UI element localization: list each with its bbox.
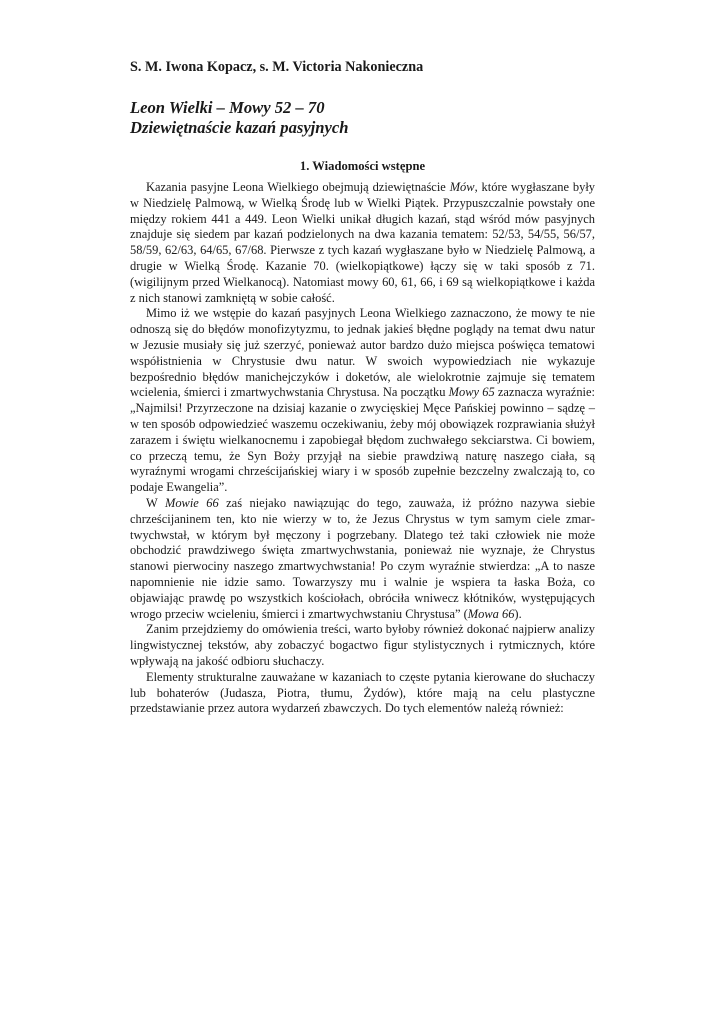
section-heading: 1. Wiadomości wstępne (299, 159, 426, 173)
italic-reference: Mowie 66 (164, 495, 219, 510)
paragraph-text: , które wygłaszane były w Niedzielę Palmową, w Wielką Środę lub w Wielki Piątek. Przypuszczalnie powstały one między rokiem 441 a 449. Leon Wielki unikał długich kazań, stąd wśród mów pasyjnych znajduje się siedem par kazań podzielonych na dwa kazania tematem: 52/53, 54/55, 56/57, 58/59, 62/63, 64/65, 67/68. Pierwsze z tych kazań wygłaszane było w Niedzielę Palmową, a drugie w Wielką Środę. Kazanie 70. (wielkopiątkowe) łączy się w taki sposób z 71. (wigilijnym przed Wielkanocą). Natomiast mowy 60, 61, 66, i 69 są wielkopiątkowe i każda z nich stanowi zamkniętą w sobie całość. (130, 180, 596, 305)
paragraph-text: Mimo iż we wstępie do kazań pasyjnych Leona Wielkiego zaznaczono, że mowy te nie odnoszą się do błędów monofizytyzmu, to jednak jakieś błędne poglądy na temat dwu natur w Jezusie musiały się już szerzyć, ponieważ autor bardzo dużo miejsca poświęca tematowi współistnienia w Chrystusie dwu natur. W swoich wypowiedziach nie wykazuje bezpośrednio błędów manichejczyków i doketów, ale wielokrotnie zajmuje się tematem wcielenia, śmierci i zmartwychwstania Chrystusa. Na początku (130, 306, 595, 400)
italic-reference: Mowy 65 (448, 385, 495, 400)
paragraph-3 (130, 496, 595, 622)
paragraph-text: zaznacza wyraźnie: „Najmilsi! Przyrzeczone na dzisiaj kazanie o zwycięskiej Męce Pańskiej powinno – sądzę – w ten sposób odpowiedzieć waszemu oczekiwaniu, żeby mój obowiązek rozprawiania służył zarazem i świętu wielkanocnemu i zapobiegał błędom zuchwałego sekciarstwa. Ci bowiem, co przeczą temu, że Syn Boży przyjął na siebie prawdziwą naturę naszego ciała, są wyraźnymi wrogami chrześcijańskiej wiary i w sposób zupełnie bezczelny zwalczają to, co podaje Ewangelia”. (130, 385, 595, 495)
paragraph-text: ). (514, 606, 522, 621)
paragraph-text: Kazania pasyjne Leona Wielkiego obejmują dziewiętnaście (146, 180, 450, 194)
title-line-1: Leon Wielki – Mowy 52 – 70 (130, 98, 325, 117)
paragraph-2 (130, 306, 595, 496)
body-text (130, 180, 595, 717)
italic-reference: Mów (449, 180, 475, 194)
paragraph-text: W (146, 495, 165, 510)
document-title (130, 98, 595, 138)
document-page (130, 58, 595, 717)
authors-line: S. M. Iwona Kopacz, s. M. Victoria Nakonieczna (130, 59, 424, 75)
paragraph-1 (130, 180, 595, 306)
paragraph-text: zaś niejako nawiązując do tego, zauważa, iż próżno nazywa siebie chrześcijaninem ten, kto nie wierzy w to, że Jezus Chrystus w tym samym ciele zmartwychwstał, w którym był męczony i pogrzebany. Dlatego też taki człowiek nie może obchodzić prawdziwego święta zmartwychwstania, ponieważ nie wyznaje, że Chrystus stanowi pierwociny naszego zmartwychwstania! Po czym wyraźnie stwierdza: „A to nasze napomnienie nie idzie samo. Towarzyszy mu i walnie je wspiera ta łaska Boża, co objawiając prawdę po wszystkich kościołach, obróciła wniwecz kłótników, występujących wrogo przeciw wcieleniu, śmierci i zmartwychwstaniu Chrystusa” ( (130, 495, 595, 621)
title-line-2: Dziewiętnaście kazań pasyjnych (130, 118, 349, 137)
paragraph-5: Elementy strukturalne zauważane w kazaniach to częste pytania kierowane do słuchaczy lub bohaterów (Judasza, Piotra, tłumu, Żydów), które mają na celu plastyczne przedstawianie przez autora wydarzeń zbawczych. Do tych elementów należą również: (130, 669, 595, 716)
paragraph-4: Zanim przejdziemy do omówienia treści, warto byłoby również dokonać najpierw analizy lingwistycznej tekstów, aby zobaczyć bogactwo figur stylistycznych i rytmicznych, które wpływają na jakość odbioru słuchaczy. (130, 622, 595, 668)
italic-reference: Mowa 66 (467, 606, 515, 621)
